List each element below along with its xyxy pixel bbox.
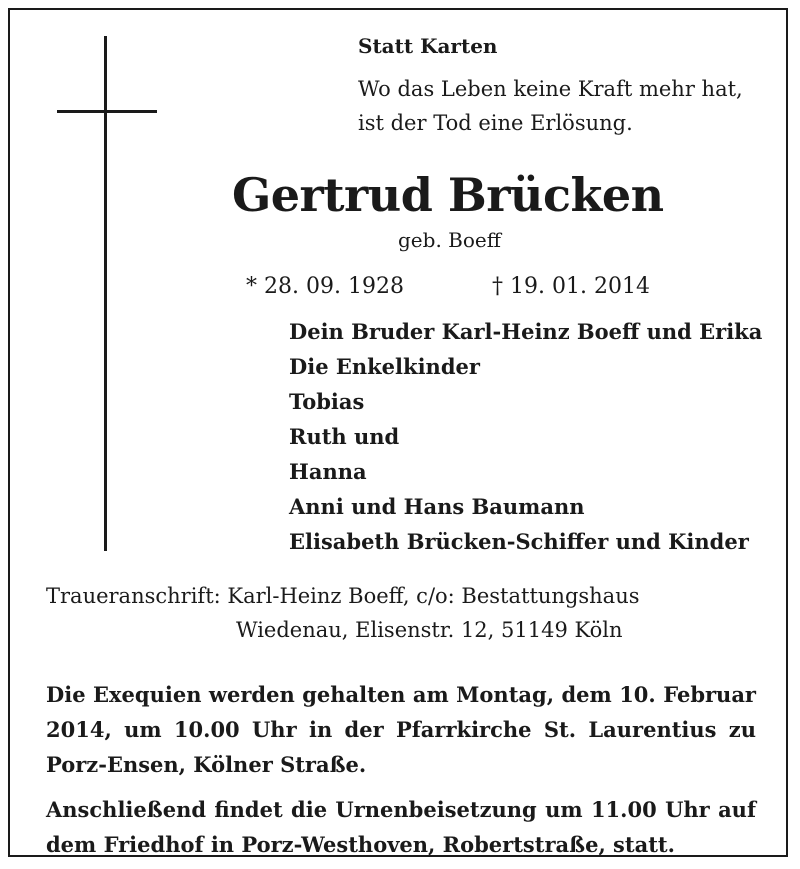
mourner-entry: Elisabeth Brücken-Schiffer und Kinder [289, 529, 749, 554]
mourner-entry: Die Enkelkinder [289, 354, 480, 379]
death-date: † 19. 01. 2014 [492, 274, 650, 299]
deceased-name: Gertrud Brücken [232, 168, 664, 222]
mourner-entry: Ruth und [289, 424, 400, 449]
burial-text-before: Anschließend findet die Urnenbeisetzung um 11.00 Uhr auf dem [46, 797, 756, 857]
mourner-entry: Tobias [289, 389, 365, 414]
maiden-name: geb. Boeff [398, 228, 501, 252]
cross-vertical-bar [104, 36, 107, 551]
mourner-entry: Anni und Hans Baumann [289, 494, 585, 519]
exequien-paragraph: Die Exequien werden gehalten am Montag, dem 10. Februar 2014, um 10.00 Uhr in der Pfarrkirche St. Laurentius zu Porz-Ensen, Kölner Straße. [46, 682, 756, 777]
cemetery-location: Friedhof in Porz-Westhoven, Robertstraße [103, 832, 599, 857]
mourners-list [289, 318, 762, 563]
mourner-entry: Dein Bruder Karl-Heinz Boeff und Erika [289, 319, 763, 344]
statt-karten-heading: Statt Karten [358, 34, 498, 58]
address-line-1: Traueranschrift: Karl-Heinz Boeff, c/o: Bestattungshaus [46, 584, 640, 608]
motto-line-2: ist der Tod eine Erlösung. [358, 111, 633, 135]
motto-line-1: Wo das Leben keine Kraft mehr hat, [358, 77, 743, 101]
birth-date: * 28. 09. 1928 [246, 274, 404, 299]
burial-text-after: , statt. [598, 832, 675, 857]
burial-paragraph [46, 792, 756, 862]
mourner-entry: Hanna [289, 459, 367, 484]
cross-horizontal-bar [57, 110, 157, 113]
address-line-2: Wiedenau, Elisenstr. 12, 51149 Köln [236, 618, 623, 642]
